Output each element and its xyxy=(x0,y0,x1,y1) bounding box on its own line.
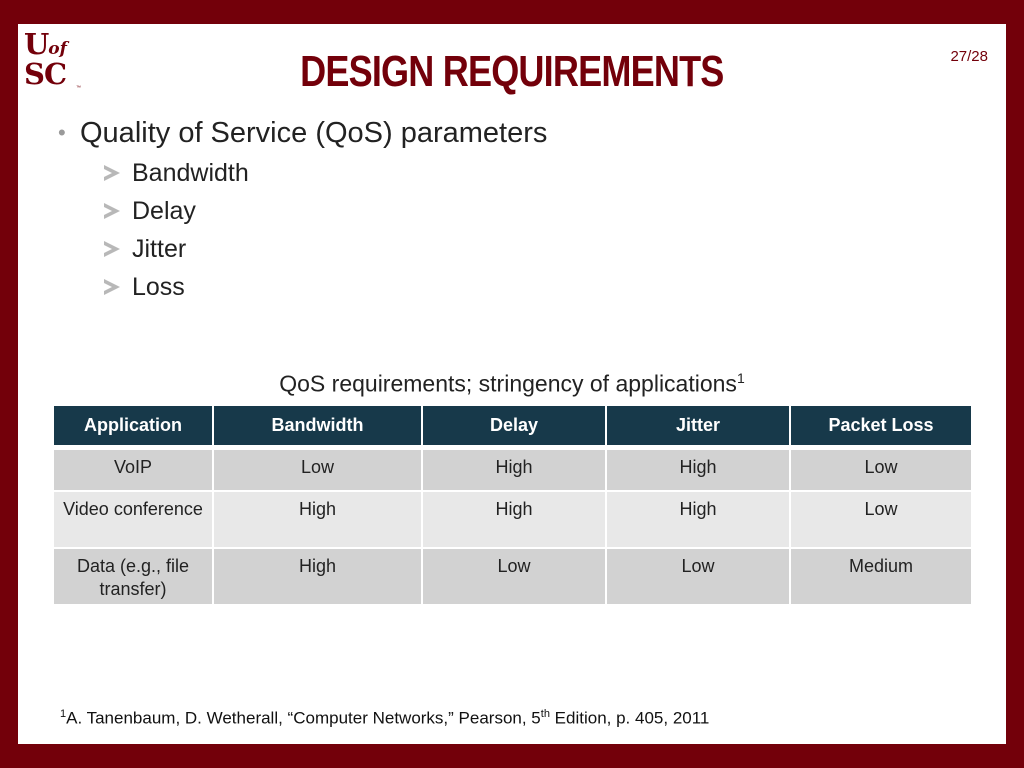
table-cell: High xyxy=(607,450,789,490)
arrow-bullet-icon xyxy=(102,239,132,259)
sub-bullet-item: Loss xyxy=(102,268,547,306)
column-header: Bandwidth xyxy=(214,406,421,445)
table-cell: Medium xyxy=(791,549,971,604)
table-row xyxy=(54,492,971,547)
slide xyxy=(18,24,1006,744)
table-cell: Low xyxy=(791,492,971,547)
table-cell: High xyxy=(423,492,605,547)
table-cell: High xyxy=(214,492,421,547)
column-header: Delay xyxy=(423,406,605,445)
table-cell: High xyxy=(607,492,789,547)
table-cell: Data (e.g., file transfer) xyxy=(54,549,212,604)
sub-bullet-item: Delay xyxy=(102,192,547,230)
table-header-row xyxy=(54,406,971,445)
bullet-dot-icon: • xyxy=(58,120,66,145)
footnote: $^1$A. Tanenbaum, D. Wetherall, “Computer Networks,” Pearson, 5th Edition, p. 405, 2011 xyxy=(60,708,710,728)
table-cell: Low xyxy=(607,549,789,604)
table-row xyxy=(54,549,971,604)
bullet-item xyxy=(58,116,547,150)
table-caption: QoS requirements; stringency of applications$^1$ xyxy=(279,370,745,397)
table-cell: Low xyxy=(423,549,605,604)
table-cell: VoIP xyxy=(54,450,212,490)
table-cell: Low xyxy=(214,450,421,490)
slide-title: DESIGN REQUIREMENTS xyxy=(300,47,724,96)
arrow-bullet-icon xyxy=(102,201,132,221)
usc-logo: Uof SC ™ xyxy=(24,27,81,91)
table-cell: High xyxy=(214,549,421,604)
page-number: 27/28 xyxy=(950,48,988,65)
column-header: Jitter xyxy=(607,406,789,445)
bullet-list xyxy=(58,116,547,306)
arrow-bullet-icon xyxy=(102,277,132,297)
sub-bullet-item: Bandwidth xyxy=(102,154,547,192)
sub-bullet-item: Jitter xyxy=(102,230,547,268)
table-cell: Low xyxy=(791,450,971,490)
sub-bullet-list xyxy=(102,154,547,306)
qos-table xyxy=(52,404,973,606)
table-cell: Video conference xyxy=(54,492,212,547)
bullet-text: Quality of Service (QoS) parameters xyxy=(80,117,548,149)
table-row xyxy=(54,450,971,490)
column-header: Application xyxy=(54,406,212,445)
table-cell: High xyxy=(423,450,605,490)
column-header: Packet Loss xyxy=(791,406,971,445)
arrow-bullet-icon xyxy=(102,163,132,183)
